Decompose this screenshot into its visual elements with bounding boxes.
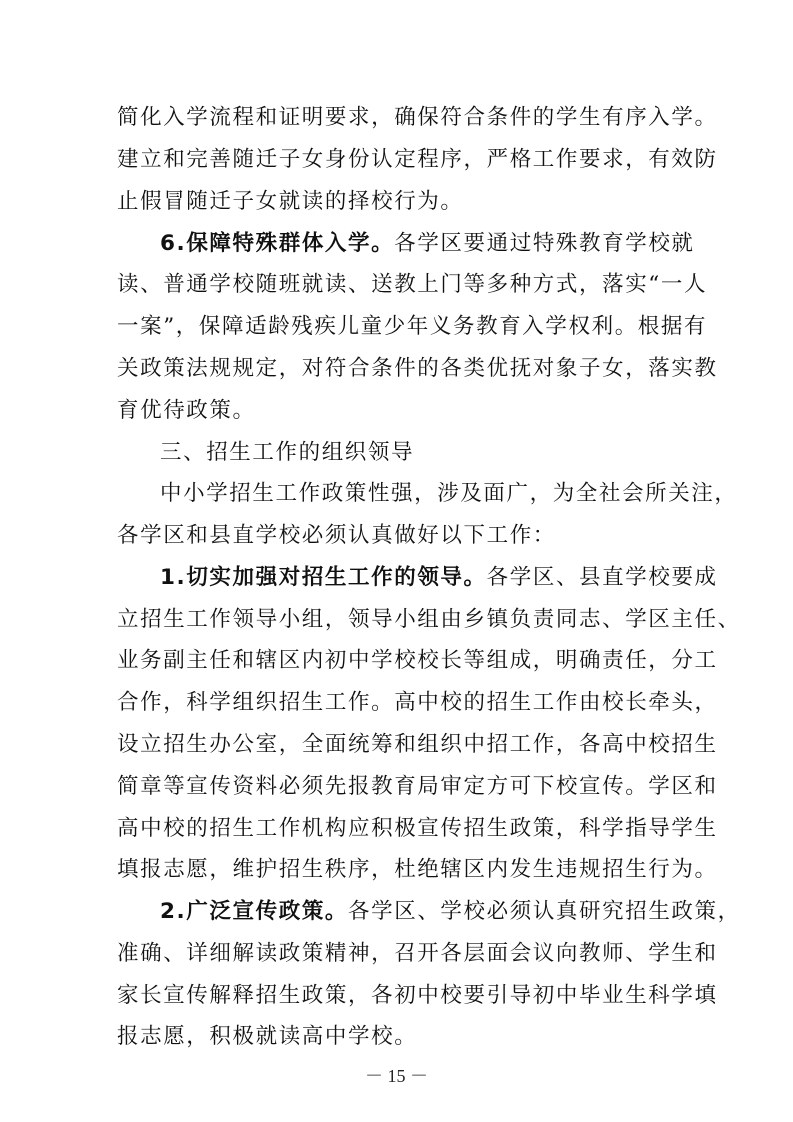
paragraph-line: 育优待政策。: [117, 398, 256, 423]
paragraph-line: 立招生工作领导小组，领导小组由乡镇负责同志、学区主任、: [117, 607, 741, 632]
page-number: － 15 －: [365, 1066, 428, 1086]
paragraph-line: 家长宣传解释招生政策，各初中校要引导初中毕业生科学填: [117, 983, 718, 1008]
paragraph-line: 简章等宣传资料必须先报教育局审定方可下校宣传。学区和: [117, 774, 718, 799]
paragraph-line: 止假冒随迁子女就读的择校行为。: [117, 189, 464, 214]
paragraph-line: 各学区和县直学校必须认真做好以下工作：: [117, 523, 556, 548]
paragraph-line: 中小学招生工作政策性强，涉及面广，为全社会所关注，: [160, 481, 738, 506]
paragraph-line: 合作，科学组织招生工作。高中校的招生工作由校长牵头，: [117, 690, 718, 715]
paragraph-line: 高中校的招生工作机构应积极宣传招生政策，科学指导学生: [117, 816, 718, 841]
item-1-title: 1.切实加强对招生工作的领导。: [160, 565, 487, 590]
item-6-title: 6.保障特殊群体入学。: [160, 231, 395, 256]
paragraph-line: 设立招生办公室，全面统筹和组织中招工作，各高中校招生: [117, 732, 718, 757]
paragraph-line: 报志愿，积极就读高中学校。: [117, 1024, 418, 1049]
paragraph-line: 读、普通学校随班就读、送教上门等多种方式，落实“一人: [117, 272, 708, 297]
section-6-heading-line: 6.保障特殊群体入学。各学区要通过特殊教育学校就: [160, 231, 695, 256]
paragraph-line: 业务副主任和辖区内初中学校校长等组成，明确责任，分工: [117, 648, 718, 673]
section-1-heading-line: 1.切实加强对招生工作的领导。各学区、县直学校要成: [160, 565, 718, 590]
paragraph-line: 关政策法规规定，对符合条件的各类优抚对象子女，落实教: [117, 356, 718, 381]
section-3-heading: 三、招生工作的组织领导: [160, 440, 415, 465]
paragraph-line: 准确、详细解读政策精神，召开各层面会议向教师、学生和: [117, 941, 718, 966]
paragraph-line: 建立和完善随迁子女身份认定程序，严格工作要求，有效防: [117, 147, 718, 172]
item-2-title: 2.广泛宣传政策。: [160, 899, 349, 924]
paragraph-line: 填报志愿，维护招生秩序，杜绝辖区内发生违规招生行为。: [117, 857, 718, 882]
paragraph-line: 一案”，保障适龄残疾儿童少年义务教育入学权利。根据有: [117, 314, 708, 339]
paragraph-line: 简化入学流程和证明要求，确保符合条件的学生有序入学。: [117, 105, 718, 130]
section-2-heading-line: 2.广泛宣传政策。各学区、学校必须认真研究招生政策，: [160, 899, 741, 924]
